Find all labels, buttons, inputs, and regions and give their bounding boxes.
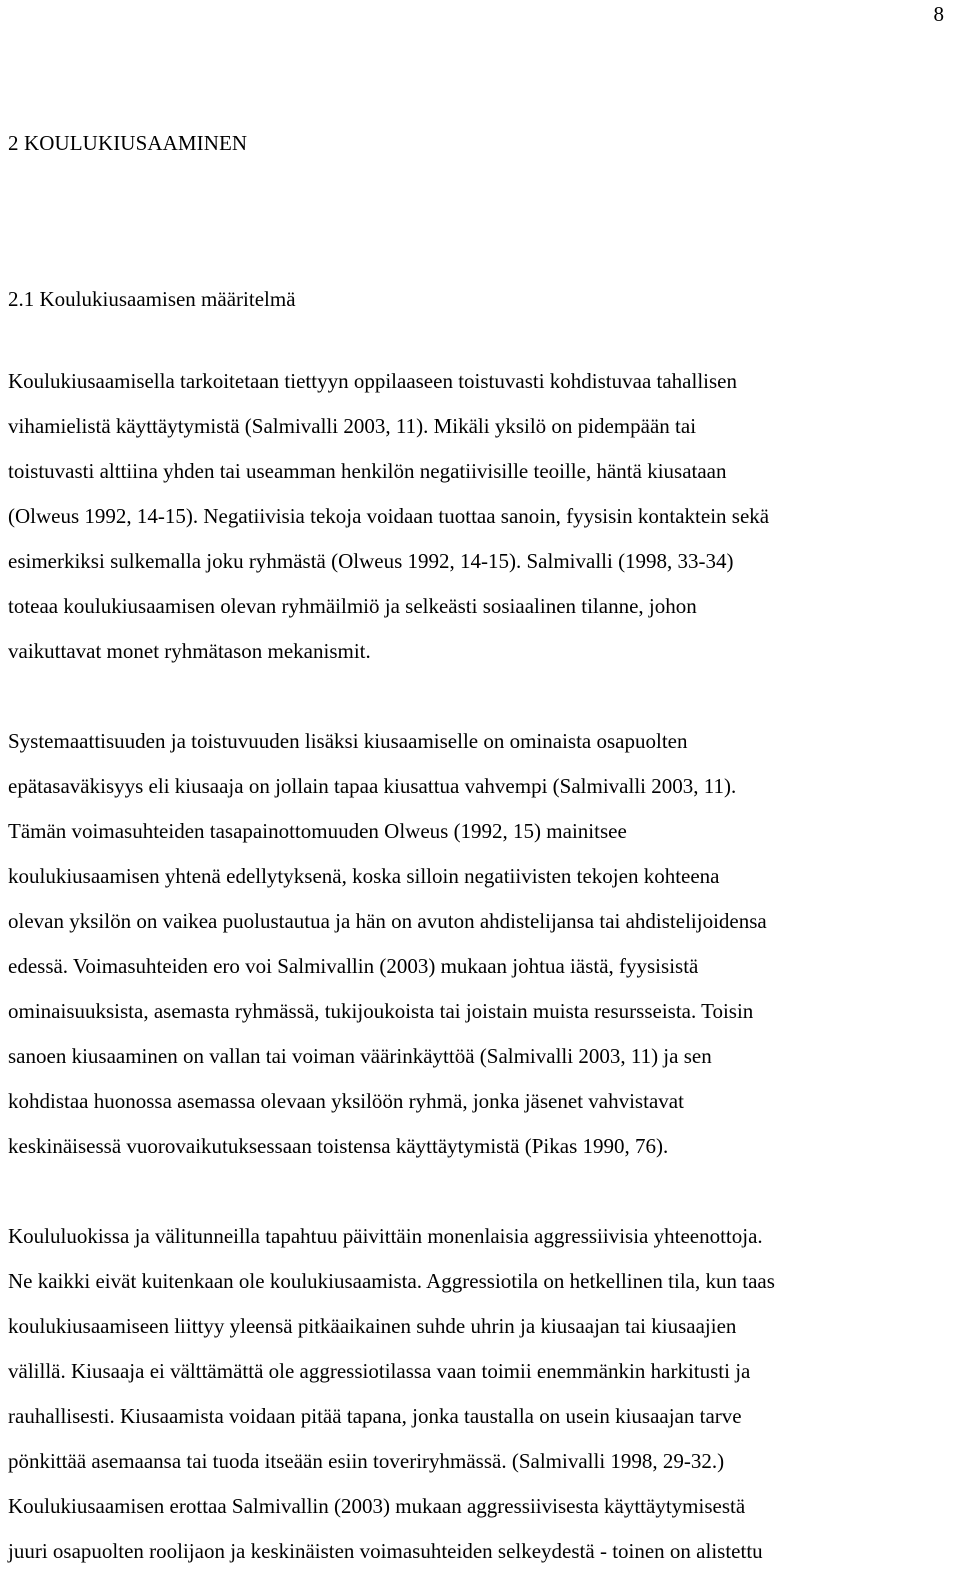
text-line: edessä. Voimasuhteiden ero voi Salmivallin (2003) mukaan johtua iästä, fyysisistä xyxy=(8,954,699,978)
text-line: Koulukiusaamisen erottaa Salmivallin (2003) mukaan aggressiivisesta käyttäytymisestä xyxy=(8,1494,746,1518)
text-line: ominaisuuksista, asemasta ryhmässä, tukijoukoista tai joistain muista resursseista. Toisin xyxy=(8,999,754,1023)
text-line: Koulukiusaamisella tarkoitetaan tiettyyn oppilaaseen toistuvasti kohdistuvaa tahallisen xyxy=(8,369,737,393)
text-line: vihamielistä käyttäytymistä (Salmivalli 2003, 11). Mikäli yksilö on pidempään tai xyxy=(8,414,697,438)
text-line: koulukiusaamisen yhtenä edellytyksenä, koska silloin negatiivisten tekojen kohteena xyxy=(8,864,720,888)
text-line: keskinäisessä vuorovaikutuksessaan toistensa käyttäytymistä (Pikas 1990, 76). xyxy=(8,1134,669,1158)
text-line: vaikuttavat monet ryhmätason mekanismit. xyxy=(8,639,371,663)
text-line: sanoen kiusaaminen on vallan tai voiman väärinkäyttöä (Salmivalli 2003, 11) ja sen xyxy=(8,1044,712,1068)
text-line: kohdistaa huonossa asemassa olevaan yksilöön ryhmä, jonka jäsenet vahvistavat xyxy=(8,1089,684,1113)
text-line: esimerkiksi sulkemalla joku ryhmästä (Olweus 1992, 14-15). Salmivalli (1998, 33-34) xyxy=(8,549,734,573)
chapter-heading: 2 KOULUKIUSAAMINEN xyxy=(8,131,248,155)
text-line: koulukiusaamiseen liittyy yleensä pitkäaikainen suhde uhrin ja kiusaajan tai kiusaajien xyxy=(8,1314,737,1338)
text-line: toistuvasti alttiina yhden tai useamman henkilön negatiivisille teoille, häntä kiusataan xyxy=(8,459,727,483)
text-line: rauhallisesti. Kiusaamista voidaan pitää tapana, jonka taustalla on usein kiusaajan tarve xyxy=(8,1404,742,1428)
text-line: välillä. Kiusaaja ei välttämättä ole aggressiotilassa vaan toimii enemmänkin harkitusti ja xyxy=(8,1359,751,1383)
text-line: juuri osapuolten roolijaon ja keskinäisten voimasuhteiden selkeydestä - toinen on alistettu xyxy=(8,1539,763,1563)
text-line: pönkittää asemaansa tai tuoda itseään esiin toveriryhmässä. (Salmivalli 1998, 29-32.) xyxy=(8,1449,725,1473)
text-line: toteaa koulukiusaamisen olevan ryhmäilmiö ja selkeästi sosiaalinen tilanne, johon xyxy=(8,594,697,618)
text-line: Ne kaikki eivät kuitenkaan ole koulukiusaamista. Aggressiotila on hetkellinen tila, kun taas xyxy=(8,1269,775,1293)
page-number: 8 xyxy=(933,2,944,26)
text-line: (Olweus 1992, 14-15). Negatiivisia tekoja voidaan tuottaa sanoin, fyysisin kontaktein sekä xyxy=(8,504,770,528)
section-heading: 2.1 Koulukiusaamisen määritelmä xyxy=(8,287,296,311)
text-line: Tämän voimasuhteiden tasapainottomuuden Olweus (1992, 15) mainitsee xyxy=(8,819,627,843)
text-line: Systemaattisuuden ja toistuvuuden lisäksi kiusaamiselle on ominaista osapuolten xyxy=(8,729,688,753)
text-line: olevan yksilön on vaikea puolustautua ja hän on avuton ahdistelijansa tai ahdistelijoidensa xyxy=(8,909,767,933)
text-line: epätasaväkisyys eli kiusaaja on jollain tapaa kiusattua vahvempi (Salmivalli 2003, 11). xyxy=(8,774,737,798)
text-line: Koululuokissa ja välitunneilla tapahtuu päivittäin monenlaisia aggressiivisia yhteenottoja. xyxy=(8,1224,763,1248)
